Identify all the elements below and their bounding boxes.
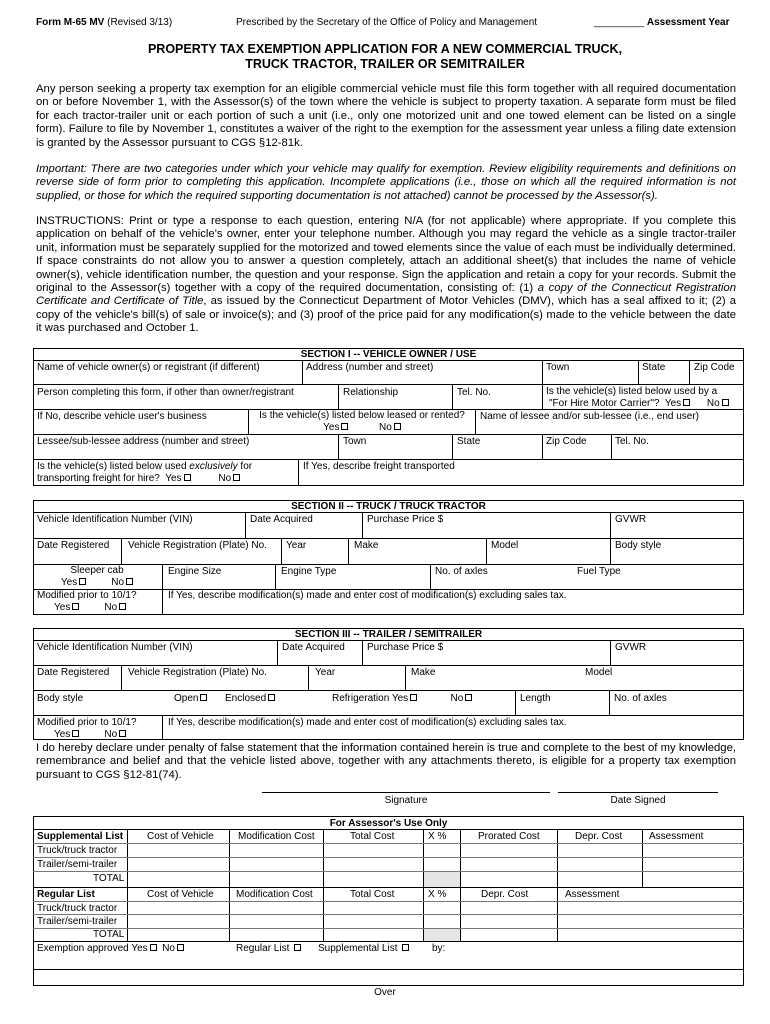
trailer-mod-yes-label: Yes (54, 729, 71, 740)
supp-list-label: Supplemental List (37, 831, 124, 842)
truck-body-style-field[interactable]: Body style (615, 540, 662, 551)
form-revised: (Revised 3/13) (107, 17, 173, 28)
trailer-make-field[interactable]: Make (411, 667, 436, 678)
tel-field[interactable]: Tel. No. (457, 387, 491, 398)
truck-date-registered-field[interactable]: Date Registered (37, 540, 110, 551)
sleeper-yes-label: Yes (60, 577, 78, 588)
date-signed-label: Date Signed (610, 795, 666, 806)
hire-no-label: No (706, 398, 720, 409)
owner-zip-field[interactable]: Zip Code (694, 362, 735, 373)
freight-question-b: for (237, 461, 253, 472)
owner-address-field[interactable]: Address (number and street) (306, 362, 434, 373)
truck-mod-describe-field[interactable]: If Yes, describe modification(s) made and enter cost of modification(s) excluding sales tax. (168, 590, 567, 601)
date-signed-line[interactable] (558, 792, 718, 793)
freight-question-em: exclusively (189, 461, 238, 472)
engine-size-field[interactable]: Engine Size (168, 566, 222, 577)
lessee-tel-field[interactable]: Tel. No. (615, 436, 649, 447)
supp-depr-header: Depr. Cost (575, 831, 623, 842)
freight-describe-field[interactable]: If Yes, describe freight transported (303, 461, 455, 472)
sleeper-cab-group (37, 565, 157, 589)
assessment-year-blank[interactable]: _________ (594, 17, 645, 28)
sleeper-no-checkbox[interactable] (126, 578, 133, 585)
instructions-italic: a copy of the Connecticut Registration Certificate and Certificate of Title (36, 282, 737, 308)
freight-question-line2 (37, 473, 252, 485)
relationship-field[interactable]: Relationship (343, 387, 399, 398)
freight-yes-checkbox[interactable] (184, 474, 191, 481)
sleeper-no-label: No (111, 577, 125, 588)
supp-trailer-row-label: Trailer/semi-trailer (37, 859, 118, 870)
freight-yes-label: Yes (165, 473, 182, 484)
exemption-no-checkbox[interactable] (177, 944, 184, 951)
form-title-line1: PROPERTY TAX EXEMPTION APPLICATION FOR A NEW COMMERCIAL TRUCK, (147, 42, 623, 56)
reg-trailer-row-label: Trailer/semi-trailer (37, 916, 118, 927)
trailer-body-style-label: Body style (37, 693, 84, 704)
trailer-axles-field[interactable]: No. of axles (614, 693, 667, 704)
owner-state-field[interactable]: State (642, 362, 666, 373)
truck-model-field[interactable]: Model (491, 540, 519, 551)
instructions-part1: INSTRUCTIONS: Print or type a response to each question, entering N/A (for not applicable) where appropriate. If you complete this application on behalf of the vehicle's owner, enter your telephone number. Although you may regard the vehicle as a single tractor-trailer unit, information must be separately supplied for the motorized and towed elements since the value of each must be individually determined. If space constraints do not allow you to answer a question completely, attach an additional sheet(s) that includes the name of vehicle owner(s), vehicle identification number, the question and your response. Sign the application and retain a copy for your records. Submit the original to the Assessor(s) together with a copy of the required documentation, consisting of: (1) (36, 215, 736, 295)
enclosed-label: Enclosed (225, 693, 267, 704)
trailer-model-field[interactable]: Model (585, 667, 613, 678)
sleeper-cab-label: Sleeper cab (70, 565, 124, 576)
reg-list-label: Regular List (37, 889, 95, 900)
hire-yes-checkbox[interactable] (683, 399, 690, 406)
form-number: Form M-65 MV (36, 17, 105, 28)
user-business-field[interactable]: If No, describe vehicle user's business (37, 411, 207, 422)
declaration-paragraph: I do hereby declare under penalty of false statement that the information contained herein is true and complete to the best of my knowledge, remembrance and belief and that the vehicle listed above, together with any attachments thereto, is eligible for a property tax exemption pursuant to CGS §12-81(74). (36, 742, 736, 781)
prescribed-by: Prescribed by the Secretary of the Office of Policy and Management (236, 17, 538, 28)
truck-gvwr-field[interactable]: GVWR (615, 514, 647, 525)
truck-mod-no-checkbox[interactable] (119, 603, 126, 610)
lessee-name-field[interactable]: Name of lessee and/or sub-lessee (i.e., end user) (480, 411, 699, 422)
enclosed-checkbox[interactable] (268, 694, 275, 701)
open-label: Open (174, 693, 199, 704)
assessment-year-field[interactable] (594, 17, 730, 28)
truck-make-field[interactable]: Make (354, 540, 379, 551)
supp-assessment-header: Assessment (649, 831, 704, 842)
exemption-yes-label: Exemption approved Yes (37, 943, 148, 954)
section3-heading: SECTION III -- TRAILER / SEMITRAILER (294, 629, 483, 640)
supp-total-shaded-cell (424, 872, 460, 887)
footer-over: Over (374, 987, 396, 998)
supp-cost-vehicle-header: Cost of Vehicle (147, 831, 214, 842)
approved-by-label: by: (432, 943, 446, 954)
fuel-type-field[interactable]: Fuel Type (577, 566, 621, 577)
exemption-no-label: No (162, 943, 175, 954)
hire-question-line2 (546, 398, 729, 410)
owner-name-field[interactable]: Name of vehicle owner(s) or registrant (if different) (37, 362, 260, 373)
hire-question-line1: Is the vehicle(s) listed below used by a (546, 386, 718, 397)
truck-vin-field[interactable]: Vehicle Identification Number (VIN) (37, 514, 193, 525)
assessment-year-label: Assessment Year (646, 17, 730, 28)
regular-list-checkbox[interactable] (294, 944, 301, 951)
freight-question-line1 (37, 461, 252, 473)
truck-date-acquired-field[interactable]: Date Acquired (250, 514, 313, 525)
engine-type-field[interactable]: Engine Type (281, 566, 337, 577)
regular-list-option (236, 943, 301, 955)
reg-truck-row-label: Truck/truck tractor (37, 903, 118, 914)
truck-mod-yes-checkbox[interactable] (72, 603, 79, 610)
supplemental-list-option (318, 943, 409, 955)
person-completing-field[interactable]: Person completing this form, if other than owner/registrant (37, 387, 294, 398)
leased-question-text: Is the vehicle(s) listed below leased or rented? (259, 410, 465, 421)
trailer-length-field[interactable]: Length (520, 693, 551, 704)
trailer-year-field[interactable]: Year (315, 667, 336, 678)
reg-total-row-label: TOTAL (93, 929, 125, 940)
trailer-mod-yes-checkbox[interactable] (72, 730, 79, 737)
trailer-vin-field[interactable]: Vehicle Identification Number (VIN) (37, 642, 193, 653)
hire-yes-label: Yes (664, 398, 682, 409)
refrigeration-no-label: No (450, 693, 464, 704)
form-id (36, 17, 172, 28)
leased-options (252, 422, 472, 434)
truck-modified-group (37, 590, 137, 614)
reg-total-shaded-cell (424, 929, 460, 941)
freight-question-a: Is the vehicle(s) listed below used (37, 461, 190, 472)
truck-mod-yes-label: Yes (54, 602, 71, 613)
trailer-mod-describe-field[interactable]: If Yes, describe modification(s) made and enter cost of modification(s) excluding sales tax. (168, 717, 567, 728)
truck-modified-label: Modified prior to 10/1? (37, 590, 137, 601)
exemption-approved-group (37, 943, 184, 955)
reg-x-pct-header: X % (428, 889, 447, 900)
trailer-plate-field[interactable]: Vehicle Registration (Plate) No. (128, 667, 267, 678)
leased-question (252, 410, 472, 434)
supp-prorated-header: Prorated Cost (478, 831, 540, 842)
instructions-part2: , as issued by the Connecticut Department of Motor Vehicles (DMV), which has a seal affixed to it; (2) a copy of the vehicle's bill(s) of sale or invoice(s); and (3) proof of the price paid for any modification(s) made to the vehicle between the date it was purchased and October 1. (36, 295, 736, 335)
trailer-modified-label: Modified prior to 10/1? (37, 717, 137, 728)
regular-list-label: Regular List (236, 943, 290, 954)
leased-no-checkbox[interactable] (394, 423, 401, 430)
signature-line[interactable] (262, 792, 550, 793)
supp-total-row-label: TOTAL (93, 873, 125, 884)
body-open-option (174, 693, 207, 705)
sleeper-cab-options (37, 577, 157, 589)
freight-question-line2-text: transporting freight for hire? (37, 473, 160, 484)
leased-no-label: No (379, 422, 392, 433)
lessee-address-field[interactable]: Lessee/sub-lessee address (number and street) (37, 436, 250, 447)
trailer-mod-no-checkbox[interactable] (119, 730, 126, 737)
reg-cost-vehicle-header: Cost of Vehicle (147, 889, 214, 900)
signature-label: Signature (384, 795, 428, 806)
body-enclosed-option (225, 693, 275, 705)
instructions-paragraph (36, 215, 736, 336)
supp-mod-cost-header: Modification Cost (238, 831, 315, 842)
section2-heading: SECTION II -- TRUCK / TRUCK TRACTOR (291, 501, 486, 512)
section1-heading: SECTION I -- VEHICLE OWNER / USE (300, 349, 477, 360)
exemption-yes-checkbox[interactable] (150, 944, 157, 951)
hire-question-text: "For Hire Motor Carrier"? (549, 398, 660, 409)
truck-year-field[interactable]: Year (286, 540, 307, 551)
trailer-date-registered-field[interactable]: Date Registered (37, 667, 110, 678)
intro-paragraph: Any person seeking a property tax exemption for an eligible commercial vehicle must file this form together with all required documentation on or before November 1, with the Assessor(s) of the town where the vehicle is subject to property taxation. A separate form must be filed for each tractor-trailer unit or each portion of such a unit (i.e., only one motorized unit and one towed element can be listed on a single form). Failure to file by November 1, constitutes a waiver of the right to the exemption for the assessment year unless a filing date extension is granted by the Assessor pursuant to CGS §12-81k. (36, 83, 736, 149)
truck-mod-no-label: No (104, 602, 118, 613)
freight-no-label: No (218, 473, 232, 484)
refrigeration-option (332, 693, 472, 705)
trailer-modified-options (37, 729, 137, 741)
supplemental-list-checkbox[interactable] (402, 944, 409, 951)
sleeper-yes-checkbox[interactable] (79, 578, 86, 585)
hire-no-checkbox[interactable] (722, 399, 729, 406)
assessor-heading: For Assessor's Use Only (329, 818, 448, 829)
reg-assessment-header: Assessment (565, 889, 620, 900)
reg-mod-cost-header: Modification Cost (236, 889, 313, 900)
trailer-purchase-price-field[interactable]: Purchase Price $ (367, 642, 444, 653)
truck-plate-field[interactable]: Vehicle Registration (Plate) No. (128, 540, 267, 551)
freight-no-checkbox[interactable] (233, 474, 240, 481)
lessee-state-field[interactable]: State (457, 436, 481, 447)
supp-x-pct-header: X % (428, 831, 447, 842)
leased-yes-label: Yes (323, 422, 340, 433)
refrigeration-yes-checkbox[interactable] (410, 694, 417, 701)
form-title-line2: TRUCK TRACTOR, TRAILER OR SEMITRAILER (245, 57, 525, 71)
trailer-mod-no-label: No (104, 729, 118, 740)
truck-axles-field[interactable]: No. of axles (435, 566, 488, 577)
reg-total-cost-header: Total Cost (350, 889, 395, 900)
refrigeration-yes-label: Refrigeration Yes (332, 693, 409, 704)
trailer-date-acquired-field[interactable]: Date Acquired (282, 642, 345, 653)
lessee-town-field[interactable]: Town (343, 436, 367, 447)
truck-purchase-price-field[interactable]: Purchase Price $ (367, 514, 444, 525)
lessee-zip-field[interactable]: Zip Code (546, 436, 587, 447)
refrigeration-no-checkbox[interactable] (465, 694, 472, 701)
hire-carrier-question (546, 386, 729, 410)
supp-truck-row-label: Truck/truck tractor (37, 845, 118, 856)
trailer-gvwr-field[interactable]: GVWR (615, 642, 647, 653)
owner-town-field[interactable]: Town (546, 362, 570, 373)
supplemental-list-label: Supplemental List (318, 943, 398, 954)
important-note: Important: There are two categories under which your vehicle may qualify for exemption. Review eligibility requirements and definitions on reverse side of form prior to completing this application. Incomplete applications (i.e., those on which all the required information is not supplied, or those for which the required supporting documentation is not attached) cannot be processed by the Assessor(s). (36, 163, 736, 202)
leased-yes-checkbox[interactable] (341, 423, 348, 430)
open-checkbox[interactable] (200, 694, 207, 701)
reg-depr-header: Depr. Cost (481, 889, 529, 900)
trailer-modified-group (37, 717, 137, 741)
truck-modified-options (37, 602, 137, 614)
supp-total-cost-header: Total Cost (350, 831, 395, 842)
freight-question (37, 461, 252, 485)
